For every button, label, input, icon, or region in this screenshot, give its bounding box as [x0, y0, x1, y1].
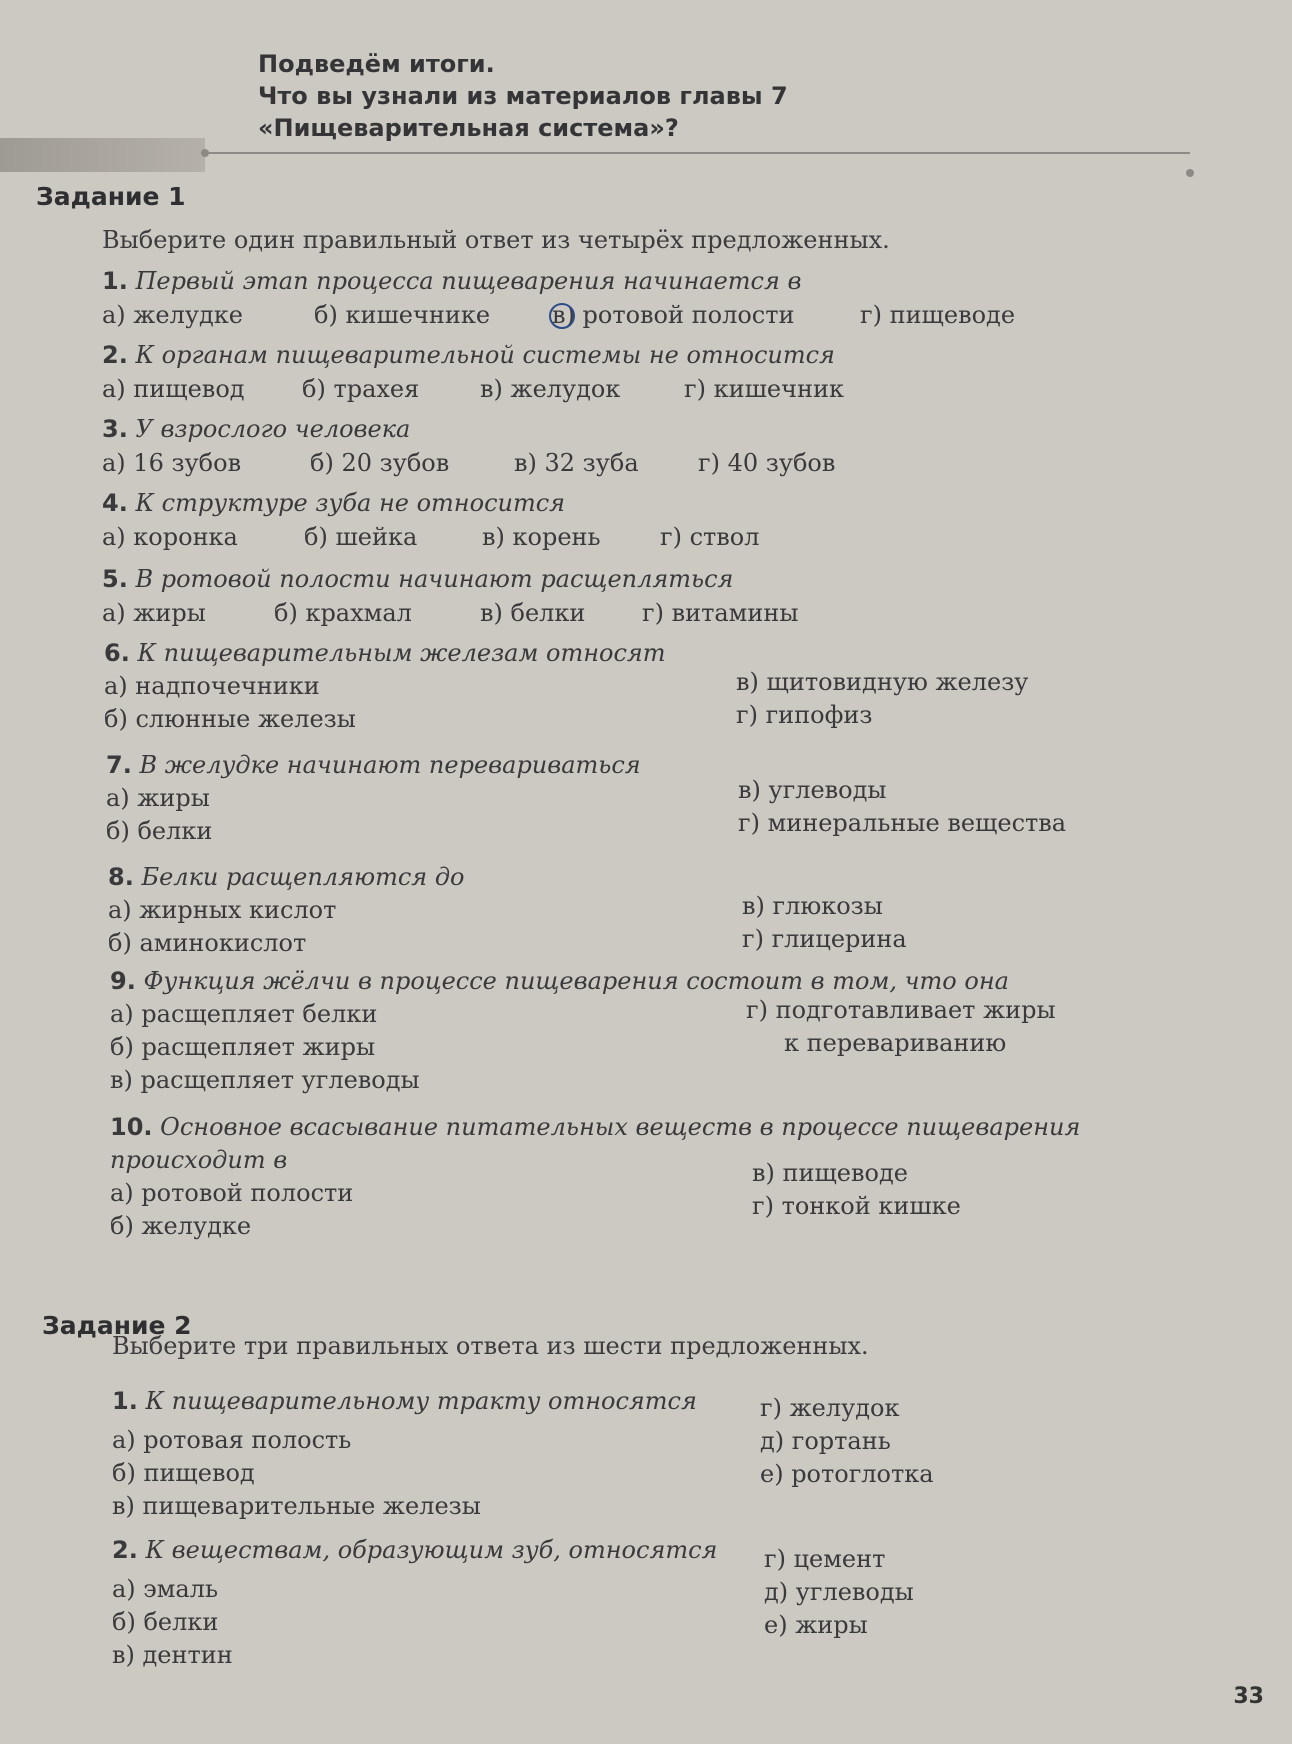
task-1-instruction: Выберите один правильный ответ из четырёх предложенных.	[102, 226, 890, 254]
answer-option[interactable]: в) глюкозы	[742, 892, 883, 920]
task-2-instruction: Выберите три правильных ответа из шести предложенных.	[112, 1332, 869, 1360]
answer-option[interactable]: в) пищеводе	[752, 1159, 908, 1187]
question-1-7	[106, 749, 1067, 850]
answer-option[interactable]: г) кишечник	[684, 375, 844, 403]
question-text: К пищеварительному тракту относятся	[145, 1387, 697, 1415]
question-text: У взрослого человека	[135, 415, 411, 443]
answer-option[interactable]: б) белки	[106, 817, 213, 845]
answer-option[interactable]: г) пищеводе	[860, 301, 1016, 329]
answer-option[interactable]: а) эмаль	[112, 1575, 219, 1603]
answer-option[interactable]: а) желудке	[102, 301, 243, 329]
answer-option[interactable]: в) белки	[480, 599, 586, 627]
question-number: 8.	[108, 863, 134, 891]
question-number: 10.	[110, 1113, 153, 1141]
question-1-9	[110, 965, 1056, 1098]
question-2-1	[112, 1385, 934, 1520]
question-text: К пищеварительным железам относят	[137, 639, 666, 667]
answer-option[interactable]: в) дентин	[112, 1641, 233, 1669]
answer-option[interactable]: г) витамины	[642, 599, 799, 627]
answer-option[interactable]: г) минеральные вещества	[738, 809, 1067, 837]
question-1-1	[102, 265, 1015, 333]
answer-option[interactable]: а) пищевод	[102, 375, 245, 403]
rule-dot-right	[1186, 169, 1194, 177]
answer-option[interactable]: в) 32 зуба	[514, 449, 639, 477]
question-text: Функция жёлчи в процессе пищеварения состоит в том, что она	[143, 967, 1009, 995]
answer-option[interactable]: б) желудке	[110, 1212, 252, 1240]
question-number: 3.	[102, 415, 128, 443]
question-text: В желудке начинают перевариваться	[139, 751, 641, 779]
answer-option[interactable]: а) жирных кислот	[108, 896, 337, 924]
answer-option[interactable]: б) слюнные железы	[104, 705, 356, 733]
answer-option[interactable]: г) ствол	[660, 523, 760, 551]
task-2-title: Задание 2	[42, 1311, 192, 1340]
question-1-6	[104, 637, 1029, 738]
answer-option[interactable]: а) расщепляет белки	[110, 1000, 378, 1028]
question-text-continuation: происходит в	[110, 1146, 288, 1174]
question-1-10	[110, 1111, 1080, 1245]
answer-option[interactable]: а) ротовая полость	[112, 1426, 352, 1454]
answer-option[interactable]: б) белки	[112, 1608, 219, 1636]
question-text: Первый этап процесса пищеварения начинается в	[135, 267, 802, 295]
question-number: 4.	[102, 489, 128, 517]
task-1-title: Задание 1	[36, 182, 186, 211]
question-1-5	[102, 563, 798, 631]
answer-option[interactable]: е) ротоглотка	[760, 1460, 934, 1488]
answer-option[interactable]: д) гортань	[760, 1427, 891, 1455]
answer-option[interactable]: б) кишечнике	[314, 301, 491, 329]
question-1-3	[102, 413, 835, 481]
answer-option[interactable]: б) пищевод	[112, 1459, 255, 1487]
question-text: Белки расщепляются до	[141, 863, 465, 891]
answer-option[interactable]: б) крахмал	[274, 599, 412, 627]
answer-option[interactable]: а) коронка	[102, 523, 238, 551]
question-text: В ротовой полости начинают расщепляться	[135, 565, 734, 593]
answer-option[interactable]: в) углеводы	[738, 776, 887, 804]
answer-option[interactable]: а) 16 зубов	[102, 449, 242, 477]
answer-option-selected[interactable]: в) ротовой полости	[552, 298, 860, 333]
header-line-2: Что вы узнали из материалов главы 7	[258, 82, 788, 110]
answer-option[interactable]: г) подготавливает жиры	[746, 996, 1056, 1024]
answer-option[interactable]: б) расщепляет жиры	[110, 1033, 376, 1061]
rule-dot-left	[201, 149, 209, 157]
answer-option[interactable]: б) трахея	[302, 375, 420, 403]
question-1-2	[102, 339, 844, 407]
question-number: 7.	[106, 751, 132, 779]
answer-option[interactable]: б) 20 зубов	[310, 449, 450, 477]
question-text: К структуре зуба не относится	[135, 489, 566, 517]
question-text: К органам пищеварительной системы не относится	[135, 341, 835, 369]
question-1-4	[102, 487, 760, 555]
answer-option[interactable]: е) жиры	[764, 1611, 868, 1639]
answer-option[interactable]: б) аминокислот	[108, 929, 307, 957]
answer-option[interactable]: г) цемент	[764, 1545, 886, 1573]
page-number: 33	[1233, 1684, 1264, 1709]
question-2-2	[112, 1534, 914, 1669]
answer-option[interactable]: в) щитовидную железу	[736, 668, 1029, 696]
answer-option[interactable]: а) надпочечники	[104, 672, 320, 700]
header-line-3: «Пищеварительная система»?	[258, 114, 679, 142]
answer-option[interactable]: в) желудок	[480, 375, 621, 403]
header-line-1: Подведём итоги.	[258, 50, 495, 78]
question-number: 1.	[112, 1387, 138, 1415]
question-text: К веществам, образующим зуб, относятся	[145, 1536, 718, 1564]
answer-option[interactable]: д) углеводы	[764, 1578, 914, 1606]
question-number: 5.	[102, 565, 128, 593]
answer-option[interactable]: в) расщепляет углеводы	[110, 1066, 420, 1094]
answer-option-continuation: к перевариванию	[784, 1029, 1007, 1057]
answer-option[interactable]: г) глицерина	[742, 925, 907, 953]
question-number: 2.	[112, 1536, 138, 1564]
answer-option[interactable]: г) гипофиз	[736, 701, 873, 729]
answer-option[interactable]: а) жиры	[102, 599, 206, 627]
question-1-8	[108, 861, 907, 962]
question-number: 6.	[104, 639, 130, 667]
answer-option[interactable]: а) жиры	[106, 784, 210, 812]
answer-option[interactable]: г) тонкой кишке	[752, 1192, 961, 1220]
question-number: 1.	[102, 267, 128, 295]
question-number: 9.	[110, 967, 136, 995]
question-text: Основное всасывание питательных веществ в процессе пищеварения	[160, 1113, 1081, 1141]
answer-option[interactable]: б) шейка	[304, 523, 418, 551]
chapter-summary-header	[258, 48, 958, 144]
answer-option[interactable]: в) корень	[482, 523, 601, 551]
answer-option[interactable]: г) 40 зубов	[698, 449, 836, 477]
pen-circle-mark	[549, 303, 575, 329]
header-band	[0, 138, 205, 172]
answer-option[interactable]: г) желудок	[760, 1394, 900, 1422]
answer-option[interactable]: в) пищеварительные железы	[112, 1492, 481, 1520]
question-number: 2.	[102, 341, 128, 369]
answer-option[interactable]: а) ротовой полости	[110, 1179, 354, 1207]
header-rule	[205, 152, 1190, 154]
